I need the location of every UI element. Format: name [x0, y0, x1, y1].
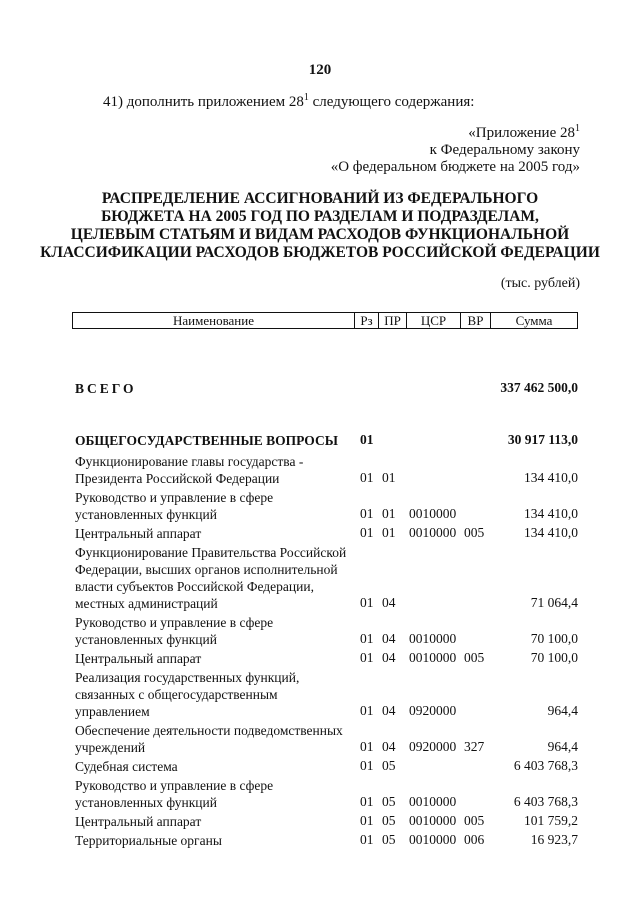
- table-row: [72, 777, 578, 813]
- row-name: [75, 813, 353, 830]
- row-rz: 01: [360, 758, 374, 773]
- row-name: [75, 722, 353, 756]
- intro-text: 41) дополнить приложением 28: [103, 94, 304, 110]
- row-rz: 01: [360, 525, 374, 540]
- row-sum: 134 410,0: [524, 525, 578, 540]
- appendix-line-3: «О федеральном бюджете на 2005 год»: [330, 159, 580, 175]
- row-name: [75, 758, 353, 775]
- row-name: [75, 489, 353, 523]
- row-name: [75, 432, 353, 449]
- row-name-line: Территориальные органы: [75, 833, 222, 848]
- row-rz: 01: [360, 432, 374, 447]
- intro-line: [103, 92, 474, 111]
- appendix-line-1: [331, 120, 580, 142]
- row-sum: 101 759,2: [524, 813, 578, 828]
- row-name-line: Центральный аппарат: [75, 526, 202, 541]
- row-pr: 05: [382, 758, 396, 773]
- table-body: [72, 380, 578, 851]
- row-rz: 01: [360, 794, 374, 809]
- header-name: Наименование: [72, 313, 354, 328]
- title-line: БЮДЖЕТА НА 2005 ГОД ПО РАЗДЕЛАМ И ПОДРАЗДЕЛАМ,: [101, 208, 539, 225]
- row-pr: 04: [382, 703, 396, 718]
- row-pr: 05: [382, 832, 396, 847]
- table-row: [72, 525, 578, 544]
- row-sum: 70 100,0: [530, 650, 578, 665]
- row-csr: 0920000: [409, 703, 457, 718]
- row-name-line: Президента Российской Федерации: [75, 471, 280, 486]
- row-csr: 0010000: [409, 650, 457, 665]
- row-vr: 327: [464, 739, 485, 754]
- row-rz: 01: [360, 813, 374, 828]
- row-rz: 01: [360, 470, 374, 485]
- row-name: [75, 777, 353, 811]
- row-name: [75, 614, 353, 648]
- row-sum: 964,4: [547, 703, 578, 718]
- appendix-reference: [331, 120, 580, 176]
- total-label: ВСЕГО: [75, 381, 137, 396]
- row-csr: 0010000: [409, 506, 457, 521]
- row-pr: 01: [382, 525, 396, 540]
- row-pr: 05: [382, 813, 396, 828]
- table-row: [72, 722, 578, 758]
- row-name-line: Центральный аппарат: [75, 651, 202, 666]
- row-name-line: власти субъектов Российской Федерации,: [75, 579, 314, 594]
- row-pr: 05: [382, 794, 396, 809]
- row-name: [75, 832, 353, 849]
- table-header: [72, 312, 578, 329]
- row-name-line: установленных функций: [75, 507, 217, 522]
- header-sum: Сумма: [490, 313, 578, 328]
- row-rz: 01: [360, 506, 374, 521]
- row-csr: 0010000: [409, 794, 457, 809]
- table-row: [72, 544, 578, 614]
- row-sum: 71 064,4: [530, 595, 578, 610]
- intro-superscript: 1: [303, 92, 309, 103]
- row-rz: 01: [360, 595, 374, 610]
- row-name-line: Руководство и управление в сфере: [75, 778, 274, 793]
- title-line: КЛАССИФИКАЦИИ РАСХОДОВ БЮДЖЕТОВ РОССИЙСКОЙ ФЕДЕРАЦИИ: [40, 244, 600, 261]
- row-vr: 005: [464, 650, 485, 665]
- row-pr: 04: [382, 595, 396, 610]
- row-pr: 04: [382, 739, 396, 754]
- row-sum: 6 403 768,3: [513, 758, 578, 773]
- row-name-line: Судебная система: [75, 759, 178, 774]
- header-rz: Рз: [354, 313, 378, 328]
- table-row: [72, 813, 578, 832]
- header-pr: ПР: [378, 313, 406, 328]
- row-name-line: Руководство и управление в сфере: [75, 615, 274, 630]
- row-pr: 01: [382, 470, 396, 485]
- table-row: [72, 489, 578, 525]
- total-row: [72, 380, 578, 432]
- page-number: 120: [308, 62, 332, 78]
- appendix-superscript: 1: [575, 123, 580, 134]
- table-row: [72, 432, 578, 453]
- row-name: [75, 453, 353, 487]
- row-sum: 16 923,7: [530, 832, 578, 847]
- table-row: [72, 614, 578, 650]
- title-line: ЦЕЛЕВЫМ СТАТЬЯМ И ВИДАМ РАСХОДОВ ФУНКЦИОНАЛЬНОЙ: [70, 226, 570, 243]
- table-row: [72, 453, 578, 489]
- row-sum: 964,4: [547, 739, 578, 754]
- table-row: [72, 669, 578, 722]
- appendix-line-2: к Федеральному закону: [429, 142, 580, 158]
- units-label: (тыс. рублей): [500, 276, 580, 291]
- table-row: [72, 650, 578, 669]
- row-name-line: установленных функций: [75, 632, 217, 647]
- row-pr: 04: [382, 650, 396, 665]
- row-name-line: Федерации, высших органов исполнительной: [75, 562, 338, 577]
- row-csr: 0010000: [409, 631, 457, 646]
- row-name: [75, 525, 353, 542]
- row-name-line: связанных с общегосударственным: [75, 687, 278, 702]
- row-name-line: Реализация государственных функций,: [75, 670, 300, 685]
- row-name: [75, 650, 353, 667]
- row-name-line: ОБЩЕГОСУДАРСТВЕННЫЕ ВОПРОСЫ: [75, 433, 338, 448]
- row-name-line: Руководство и управление в сфере: [75, 490, 274, 505]
- row-rz: 01: [360, 832, 374, 847]
- row-name-line: Центральный аппарат: [75, 814, 202, 829]
- row-rz: 01: [360, 650, 374, 665]
- row-name: [75, 669, 353, 720]
- document-title: [0, 190, 640, 262]
- row-vr: 006: [464, 832, 485, 847]
- total-sum: 337 462 500,0: [500, 380, 578, 395]
- row-name-line: управлением: [75, 704, 150, 719]
- row-name-line: учреждений: [75, 740, 146, 755]
- row-rz: 01: [360, 631, 374, 646]
- row-name-line: установленных функций: [75, 795, 217, 810]
- row-csr: 0920000: [409, 739, 457, 754]
- header-vr: ВР: [460, 313, 490, 328]
- appendix-title: «Приложение 28: [468, 125, 575, 141]
- row-name-line: Обеспечение деятельности подведомственных: [75, 723, 343, 738]
- row-sum: 6 403 768,3: [513, 794, 578, 809]
- intro-rest: следующего содержания:: [308, 94, 475, 110]
- row-name-line: местных администраций: [75, 596, 218, 611]
- row-pr: 01: [382, 506, 396, 521]
- table-row: [72, 832, 578, 851]
- row-rz: 01: [360, 739, 374, 754]
- row-csr: 0010000: [409, 525, 457, 540]
- header-csr: ЦСР: [406, 313, 460, 328]
- row-sum: 30 917 113,0: [507, 432, 578, 447]
- row-vr: 005: [464, 525, 485, 540]
- row-sum: 134 410,0: [524, 506, 578, 521]
- row-name-line: Функционирование Правительства Российской: [75, 545, 347, 560]
- row-pr: 04: [382, 631, 396, 646]
- row-csr: 0010000: [409, 813, 457, 828]
- row-rz: 01: [360, 703, 374, 718]
- row-sum: 70 100,0: [530, 631, 578, 646]
- row-sum: 134 410,0: [524, 470, 578, 485]
- row-vr: 005: [464, 813, 485, 828]
- title-line: РАСПРЕДЕЛЕНИЕ АССИГНОВАНИЙ ИЗ ФЕДЕРАЛЬНОГО: [101, 190, 539, 207]
- row-csr: 0010000: [409, 832, 457, 847]
- row-name-line: Функционирование главы государства -: [75, 454, 304, 469]
- row-name: [75, 544, 353, 612]
- table-row: [72, 758, 578, 777]
